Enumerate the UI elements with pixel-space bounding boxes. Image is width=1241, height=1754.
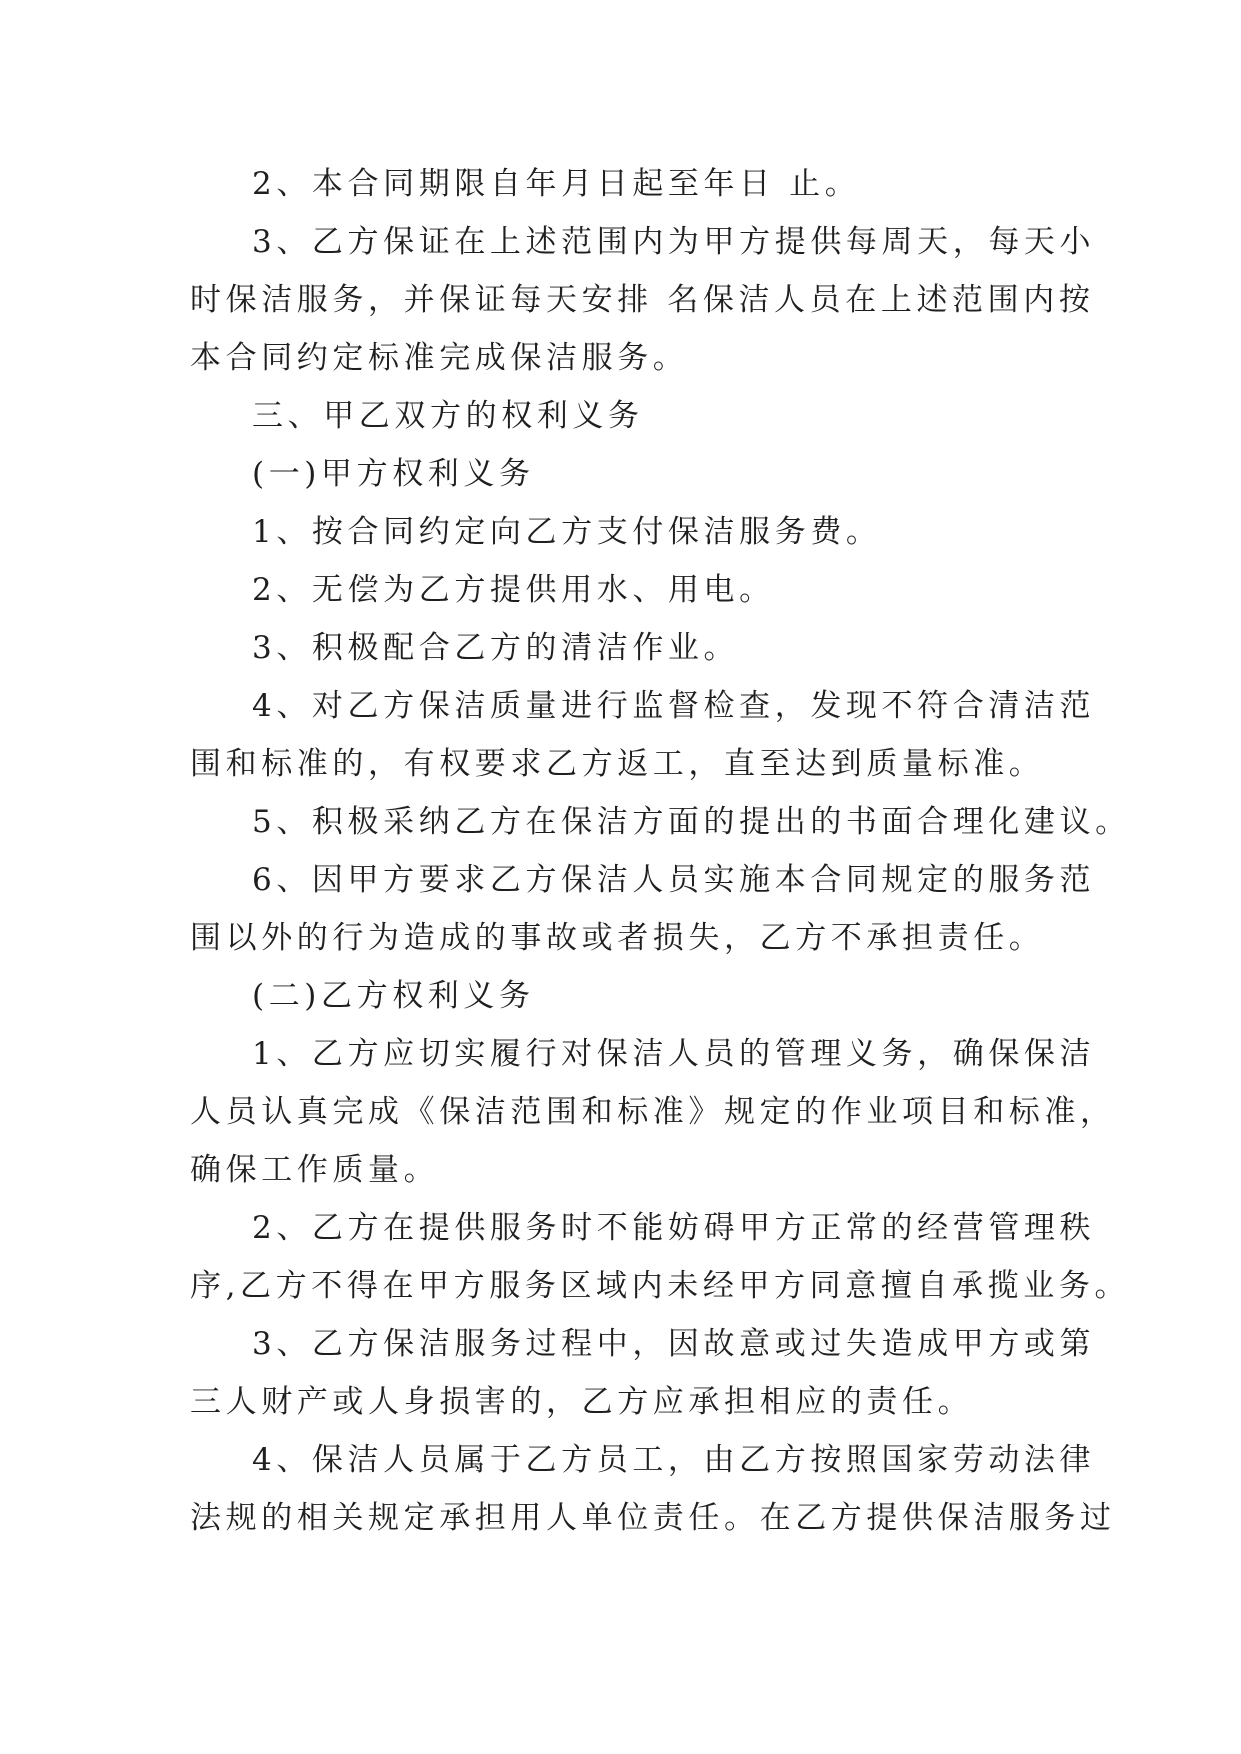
text-line: 6、因甲方要求乙方保洁人员实施本合同规定的服务范	[252, 862, 1096, 898]
text-line: 4、保洁人员属于乙方员工，由乙方按照国家劳动法律	[252, 1442, 1096, 1478]
text-line: 时保洁服务，并保证每天安排 名保洁人员在上述范围内按	[190, 282, 1095, 318]
text-line: 法规的相关规定承担用人单位责任。在乙方提供保洁服务过	[190, 1500, 1116, 1536]
text-line: (一)甲方权利义务	[252, 456, 535, 492]
text-line: 4、对乙方保洁质量进行监督检查，发现不符合清洁范	[252, 688, 1096, 724]
text-line: 围和标准的，有权要求乙方返工，直至达到质量标准。	[190, 746, 1045, 782]
text-line: 1、按合同约定向乙方支付保洁服务费。	[252, 514, 882, 550]
text-line: 序,乙方不得在甲方服务区域内未经甲方同意擅自承揽业务。	[190, 1268, 1131, 1304]
text-line: 三、甲乙双方的权利义务	[252, 398, 644, 434]
text-line: 2、无偿为乙方提供用水、用电。	[252, 572, 775, 608]
text-line: 2、本合同期限自年月日起至年日 止。	[252, 166, 861, 202]
text-line: 5、积极采纳乙方在保洁方面的提出的书面合理化建议。	[252, 804, 1131, 840]
text-line: 确保工作质量。	[190, 1152, 440, 1188]
text-line: 人员认真完成《保洁范围和标准》规定的作业项目和标准，	[190, 1094, 1116, 1130]
text-line: (二)乙方权利义务	[252, 978, 535, 1014]
text-line: 2、乙方在提供服务时不能妨碍甲方正常的经营管理秩	[252, 1210, 1096, 1246]
text-line: 1、乙方应切实履行对保洁人员的管理义务，确保保洁	[252, 1036, 1096, 1072]
document-body	[190, 155, 1131, 1547]
text-line: 3、乙方保证在上述范围内为甲方提供每周天，每天小	[252, 224, 1096, 260]
text-line: 围以外的行为造成的事故或者损失，乙方不承担责任。	[190, 920, 1045, 956]
text-line: 三人财产或人身损害的，乙方应承担相应的责任。	[190, 1384, 974, 1420]
text-line: 本合同约定标准完成保洁服务。	[190, 340, 689, 376]
text-line: 3、乙方保洁服务过程中，因故意或过失造成甲方或第	[252, 1326, 1096, 1362]
text-line: 3、积极配合乙方的清洁作业。	[252, 630, 740, 666]
